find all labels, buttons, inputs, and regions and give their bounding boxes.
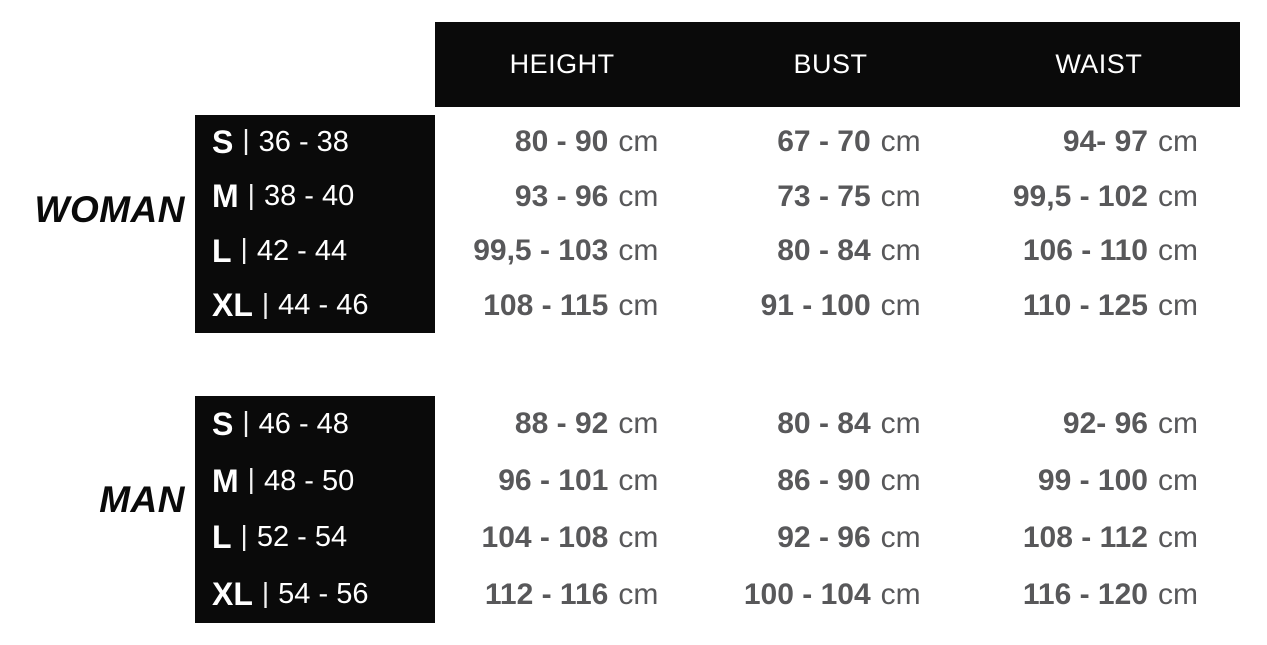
size-row-woman-m [212,170,435,225]
size-separator: | [242,124,250,156]
measurement-value: 116 - 120 [1022,577,1148,611]
size-letter: XL [212,287,253,324]
unit-label: cm [880,464,921,498]
size-range: 46 - 48 [258,407,349,440]
measurement-value: 92 - 96 [777,520,871,554]
column-height-man [435,396,703,623]
value-cell [972,170,1240,225]
unit-label: cm [880,407,921,441]
unit-label: cm [1157,464,1198,498]
unit-label: cm [880,520,921,554]
values-woman [435,115,1240,333]
size-row-man-m [212,453,435,510]
unit-label: cm [1157,125,1198,159]
size-separator: | [240,519,248,551]
value-cell [435,396,703,453]
value-cell [703,170,971,225]
column-bust-man [703,396,971,623]
measurement-value: 99 - 100 [1037,464,1148,498]
measurement-value: 80 - 84 [777,407,871,441]
measurement-value: 99,5 - 103 [473,234,609,268]
unit-label: cm [618,407,659,441]
unit-label: cm [618,288,659,322]
size-range: 54 - 56 [278,578,369,611]
unit-label: cm [1157,520,1198,554]
value-cell [435,170,703,225]
unit-label: cm [880,288,921,322]
size-row-man-l [212,510,435,567]
measurement-value: 100 - 104 [743,577,871,611]
size-range: 44 - 46 [278,289,369,322]
section-label-woman: WOMAN [34,189,185,230]
unit-label: cm [880,179,921,213]
measurement-value: 86 - 90 [777,464,871,498]
value-cell [435,510,703,567]
values-man [435,396,1240,623]
measurement-value: 73 - 75 [777,179,871,213]
column-bust-woman [703,115,971,333]
header-cell-height: HEIGHT [509,49,615,79]
value-cell [972,566,1240,623]
size-box-woman [195,115,435,333]
size-letter: L [212,519,232,556]
size-row-man-xl [212,566,435,623]
value-cell [972,224,1240,279]
unit-label: cm [618,125,659,159]
size-row-woman-s [212,115,435,170]
size-letter: S [212,405,234,442]
value-cell [703,453,971,510]
value-cell [703,279,971,334]
unit-label: cm [618,577,659,611]
measurement-value: 110 - 125 [1022,288,1148,322]
measurement-value: 108 - 112 [1022,520,1148,554]
size-range: 42 - 44 [256,234,348,267]
measurement-value: 99,5 - 102 [1012,179,1148,213]
measurement-value: 80 - 84 [777,234,871,268]
value-cell [435,224,703,279]
size-separator: | [247,178,255,210]
value-cell [703,510,971,567]
value-cell [435,115,703,170]
value-cell [972,396,1240,453]
size-box-man [195,396,435,623]
column-height-woman [435,115,703,333]
size-separator: | [242,406,250,438]
size-separator: | [240,233,248,265]
size-separator: | [247,463,255,495]
value-cell [703,566,971,623]
column-waist-man [972,396,1240,623]
size-letter: M [212,462,239,499]
measurement-value: 67 - 70 [777,125,871,159]
unit-label: cm [1157,577,1198,611]
unit-label: cm [880,125,921,159]
unit-label: cm [1157,234,1198,268]
unit-label: cm [880,577,921,611]
unit-label: cm [880,234,921,268]
size-separator: | [261,287,270,319]
section-label-man: MAN [99,478,185,520]
size-separator: | [261,576,270,608]
value-cell [435,279,703,334]
header-cell-waist: WAIST [1055,49,1143,79]
size-letter: M [212,178,239,215]
measurement-value: 96 - 101 [498,464,609,498]
value-cell [703,396,971,453]
unit-label: cm [618,234,659,268]
measurement-value: 80 - 90 [514,125,609,159]
measurement-value: 88 - 92 [514,407,609,441]
size-row-woman-xl [212,279,435,334]
measurement-value: 112 - 116 [484,577,609,611]
unit-label: cm [618,464,659,498]
header-cell-bust: BUST [793,49,868,79]
table-header-bar [435,22,1240,107]
value-cell [703,224,971,279]
value-cell [435,566,703,623]
unit-label: cm [1157,179,1198,213]
measurement-value: 91 - 100 [760,288,871,322]
column-waist-woman [972,115,1240,333]
measurement-value: 104 - 108 [481,520,609,554]
value-cell [972,510,1240,567]
unit-label: cm [618,520,659,554]
measurement-value: 106 - 110 [1022,234,1148,268]
value-cell [435,453,703,510]
measurement-value: 108 - 115 [483,288,609,322]
value-cell [972,453,1240,510]
size-range: 48 - 50 [263,464,355,497]
value-cell [972,115,1240,170]
size-letter: XL [212,576,253,613]
size-range: 36 - 38 [258,125,349,158]
unit-label: cm [618,179,659,213]
size-row-woman-l [212,224,435,279]
size-letter: S [212,123,234,160]
size-row-man-s [212,396,435,453]
measurement-value: 94- 97 [1062,125,1148,159]
measurement-value: 92- 96 [1062,407,1148,441]
size-range: 52 - 54 [256,521,348,554]
unit-label: cm [1157,288,1198,322]
measurement-value: 93 - 96 [514,179,609,213]
size-letter: L [212,232,232,269]
value-cell [703,115,971,170]
value-cell [972,279,1240,334]
size-range: 38 - 40 [263,180,355,213]
unit-label: cm [1157,407,1198,441]
